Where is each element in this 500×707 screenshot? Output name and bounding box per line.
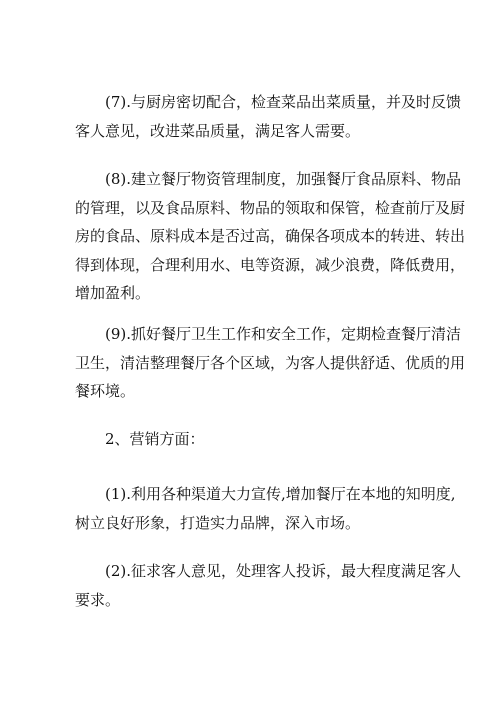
text-line: 增加盈利。 (75, 284, 151, 302)
text-line: 房的食品、原料成本是否过高，确保各项成本的转进、转出 (75, 227, 466, 245)
text-line: (2).征求客人意见，处理客人投诉，最大程度满足客人 (105, 562, 462, 580)
text-line: (1).利用各种渠道大力宣传,增加餐厅在本地的知明度, (105, 485, 456, 503)
section-heading: 2、营销方面： (105, 430, 205, 448)
text-line: 树立良好形象，打造实力品牌，深入市场。 (75, 513, 361, 532)
text-line: (7).与厨房密切配合，检查菜品出菜质量，并及时反馈 (105, 93, 462, 111)
text-line: (9).抓好餐厅卫生工作和安全工作，定期检查餐厅清洁 (105, 325, 462, 343)
text-line: 的管理，以及食品原料、物品的领取和保管，检查前厅及厨 (75, 198, 466, 217)
text-line: 卫生，清洁整理餐厅各个区域，为客人提供舒适、优质的用 (75, 353, 466, 372)
text-line: 客人意见，改进菜品质量，满足客人需要。 (75, 121, 361, 140)
text-line: 要求。 (75, 590, 121, 609)
text-line: 餐环境。 (75, 382, 136, 400)
paragraph-item-9 (75, 320, 466, 406)
section-heading-marketing (75, 425, 435, 454)
text-line: 得到体现，合理利用水、电等资源，减少浪费，降低费用， (75, 255, 466, 274)
paragraph-item-8 (75, 165, 466, 308)
text-line: (8).建立餐厅物资管理制度，加强餐厅食品原料、物品 (105, 170, 462, 188)
paragraph-marketing-2 (75, 557, 462, 614)
paragraph-item-7 (75, 88, 462, 145)
paragraph-marketing-1 (75, 480, 456, 537)
